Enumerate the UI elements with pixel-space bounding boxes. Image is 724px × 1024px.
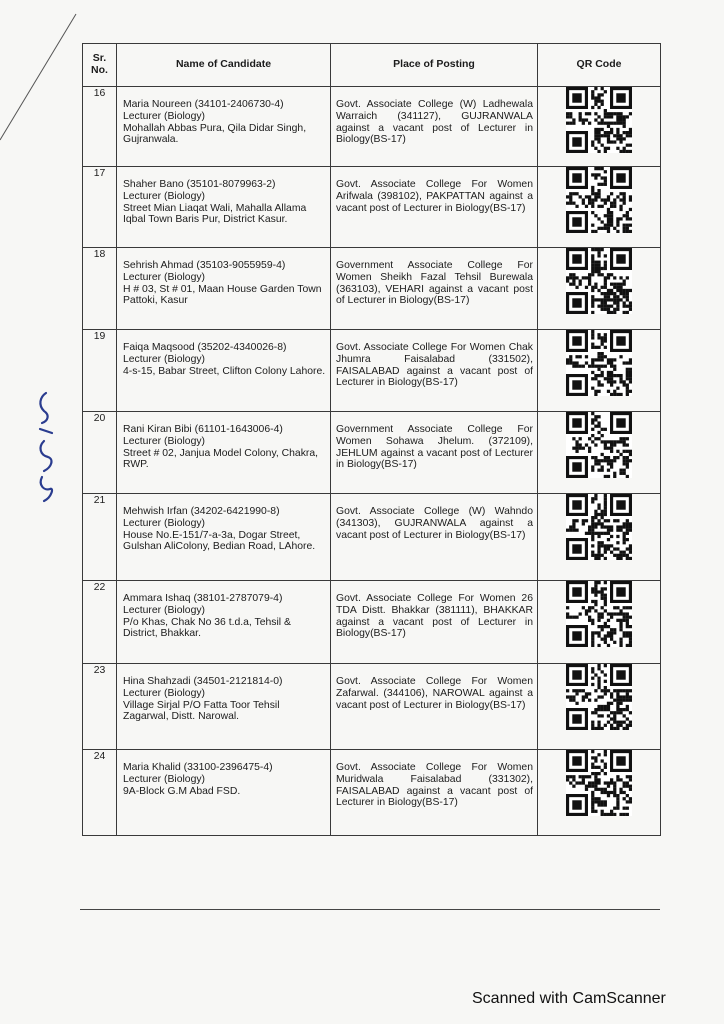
candidate-designation: Lecturer (Biology) [123, 517, 206, 529]
qr-cell [538, 330, 661, 412]
table-row [83, 581, 661, 664]
posting-cell: Government Associate College For Women Sohawa Jhelum. (372109), JEHLUM against a vacant post of Lecturer in Biology(BS-17) [331, 412, 538, 494]
candidate-name: Ammara Ishaq (38101-2787079-4) [123, 593, 283, 604]
table-header-row [83, 44, 661, 87]
candidate-cell [117, 87, 331, 167]
table-row [83, 330, 661, 412]
header-qr-code: QR Code [538, 44, 661, 87]
candidate-name: Faiqa Maqsood (35202-4340026-8) [123, 342, 287, 353]
posting-cell: Govt. Associate College For Women Arifwala (398102), PAKPATTAN against a vacant post of Lecturer in Biology(BS-17) [331, 167, 538, 248]
candidate-designation: Lecturer (Biology) [123, 435, 206, 447]
candidate-address: 9A-Block G.M Abad FSD. [123, 785, 241, 797]
bottom-rule [80, 909, 660, 910]
candidate-cell [117, 494, 331, 581]
camscanner-watermark: Scanned with CamScanner [472, 990, 666, 1007]
candidate-cell [117, 664, 331, 750]
qr-cell [538, 87, 661, 167]
sr-no-cell: 16 [83, 87, 117, 167]
qr-cell [538, 494, 661, 581]
table-row [83, 412, 661, 494]
candidate-name: Shaher Bano (35101-8079963-2) [123, 179, 276, 190]
candidate-designation: Lecturer (Biology) [123, 190, 206, 202]
posting-cell: Govt. Associate College (W) Ladhewala Warraich (341127), GUJRANWALA against a vacant post of Lecturer in Biology(BS-17) [331, 87, 538, 167]
handwritten-signature [26, 385, 66, 505]
sr-no-cell: 22 [83, 581, 117, 664]
sr-no-cell: 23 [83, 664, 117, 750]
sr-no-cell: 24 [83, 750, 117, 836]
candidate-designation: Lecturer (Biology) [123, 271, 206, 283]
qr-code-icon [566, 750, 632, 816]
candidate-designation: Lecturer (Biology) [123, 773, 206, 785]
posting-cell: Govt. Associate College For Women 26 TDA Distt. Bhakkar (381111), BHAKKAR against a vacant post of Lecturer in Biology(BS-17) [331, 581, 538, 664]
candidate-name: Hina Shahzadi (34501-2121814-0) [123, 676, 283, 687]
posting-cell: Govt. Associate College For Women Chak Jhumra Faisalabad (331502), FAISALABAD against a vacant post of Lecturer in Biology(BS-17) [331, 330, 538, 412]
header-name-of-candidate: Name of Candidate [117, 44, 331, 87]
candidate-address: Mohallah Abbas Pura, Qila Didar Singh, Gujranwala. [123, 122, 307, 146]
candidate-cell [117, 167, 331, 248]
qr-cell [538, 581, 661, 664]
qr-code-icon [566, 87, 632, 153]
posting-cell: Government Associate College For Women Sheikh Fazal Tehsil Burewala (363103), VEHARI against a vacant post of Lecturer in Biology(BS-17) [331, 248, 538, 330]
posting-cell: Govt. Associate College For Women Muridwala Faisalabad (331302), FAISALABAD against a vacant post of Lecturer in Biology(BS-17) [331, 750, 538, 836]
candidate-name: Sehrish Ahmad (35103-9055959-4) [123, 260, 286, 271]
table-row [83, 664, 661, 750]
candidate-designation: Lecturer (Biology) [123, 604, 206, 616]
candidate-cell [117, 330, 331, 412]
candidate-name: Mehwish Irfan (34202-6421990-8) [123, 506, 280, 517]
qr-code-icon [566, 664, 632, 730]
qr-cell [538, 167, 661, 248]
sr-no-cell: 20 [83, 412, 117, 494]
candidate-address: House No.E-151/7-a-3a, Dogar Street, Gulshan AliColony, Bedian Road, LAhore. [123, 529, 316, 553]
qr-code-icon [566, 330, 632, 396]
candidate-address: 4-s-15, Babar Street, Clifton Colony Lahore. [123, 365, 326, 377]
table-row [83, 494, 661, 581]
table-row [83, 167, 661, 248]
candidate-address: Street Mian Liaqat Wali, Mahalla Allama Iqbal Town Baris Pur, District Kasur. [123, 202, 307, 226]
qr-code-icon [566, 167, 632, 233]
sr-no-cell: 17 [83, 167, 117, 248]
table-row [83, 87, 661, 167]
posting-table [82, 43, 661, 836]
posting-cell: Govt. Associate College (W) Wahndo (341303), GUJRANWALA against a vacant post of Lecturer in Biology(BS-17) [331, 494, 538, 581]
page-edge-line [0, 0, 80, 160]
candidate-designation: Lecturer (Biology) [123, 353, 206, 365]
candidate-name: Maria Noureen (34101-2406730-4) [123, 99, 284, 110]
candidate-cell [117, 412, 331, 494]
qr-code-icon [566, 248, 632, 314]
candidate-name: Rani Kiran Bibi (61101-1643006-4) [123, 424, 283, 435]
candidate-designation: Lecturer (Biology) [123, 687, 206, 699]
sr-no-cell: 19 [83, 330, 117, 412]
table-row [83, 248, 661, 330]
candidate-cell [117, 248, 331, 330]
sr-no-cell: 18 [83, 248, 117, 330]
header-place-of-posting: Place of Posting [331, 44, 538, 87]
candidate-address: H # 03, St # 01, Maan House Garden Town Pattoki, Kasur [123, 283, 322, 307]
candidate-name: Maria Khalid (33100-2396475-4) [123, 762, 273, 773]
qr-cell [538, 412, 661, 494]
candidate-cell [117, 581, 331, 664]
candidate-cell [117, 750, 331, 836]
qr-cell [538, 248, 661, 330]
posting-cell: Govt. Associate College For Women Zafarwal. (344106), NAROWAL against a vacant post of Lecturer in Biology(BS-17) [331, 664, 538, 750]
candidate-address: Street # 02, Janjua Model Colony, Chakra, RWP. [123, 447, 319, 471]
header-sr-no: Sr. No. [83, 44, 117, 87]
candidate-address: Village Sirjal P/O Fatta Toor Tehsil Zagarwal, Distt. Narowal. [123, 699, 280, 723]
sr-no-cell: 21 [83, 494, 117, 581]
candidate-address: P/o Khas, Chak No 36 t.d.a, Tehsil & District, Bhakkar. [123, 616, 291, 640]
qr-cell [538, 664, 661, 750]
candidate-designation: Lecturer (Biology) [123, 110, 206, 122]
qr-cell [538, 750, 661, 836]
qr-code-icon [566, 494, 632, 560]
qr-code-icon [566, 581, 632, 647]
table-row [83, 750, 661, 836]
qr-code-icon [566, 412, 632, 478]
